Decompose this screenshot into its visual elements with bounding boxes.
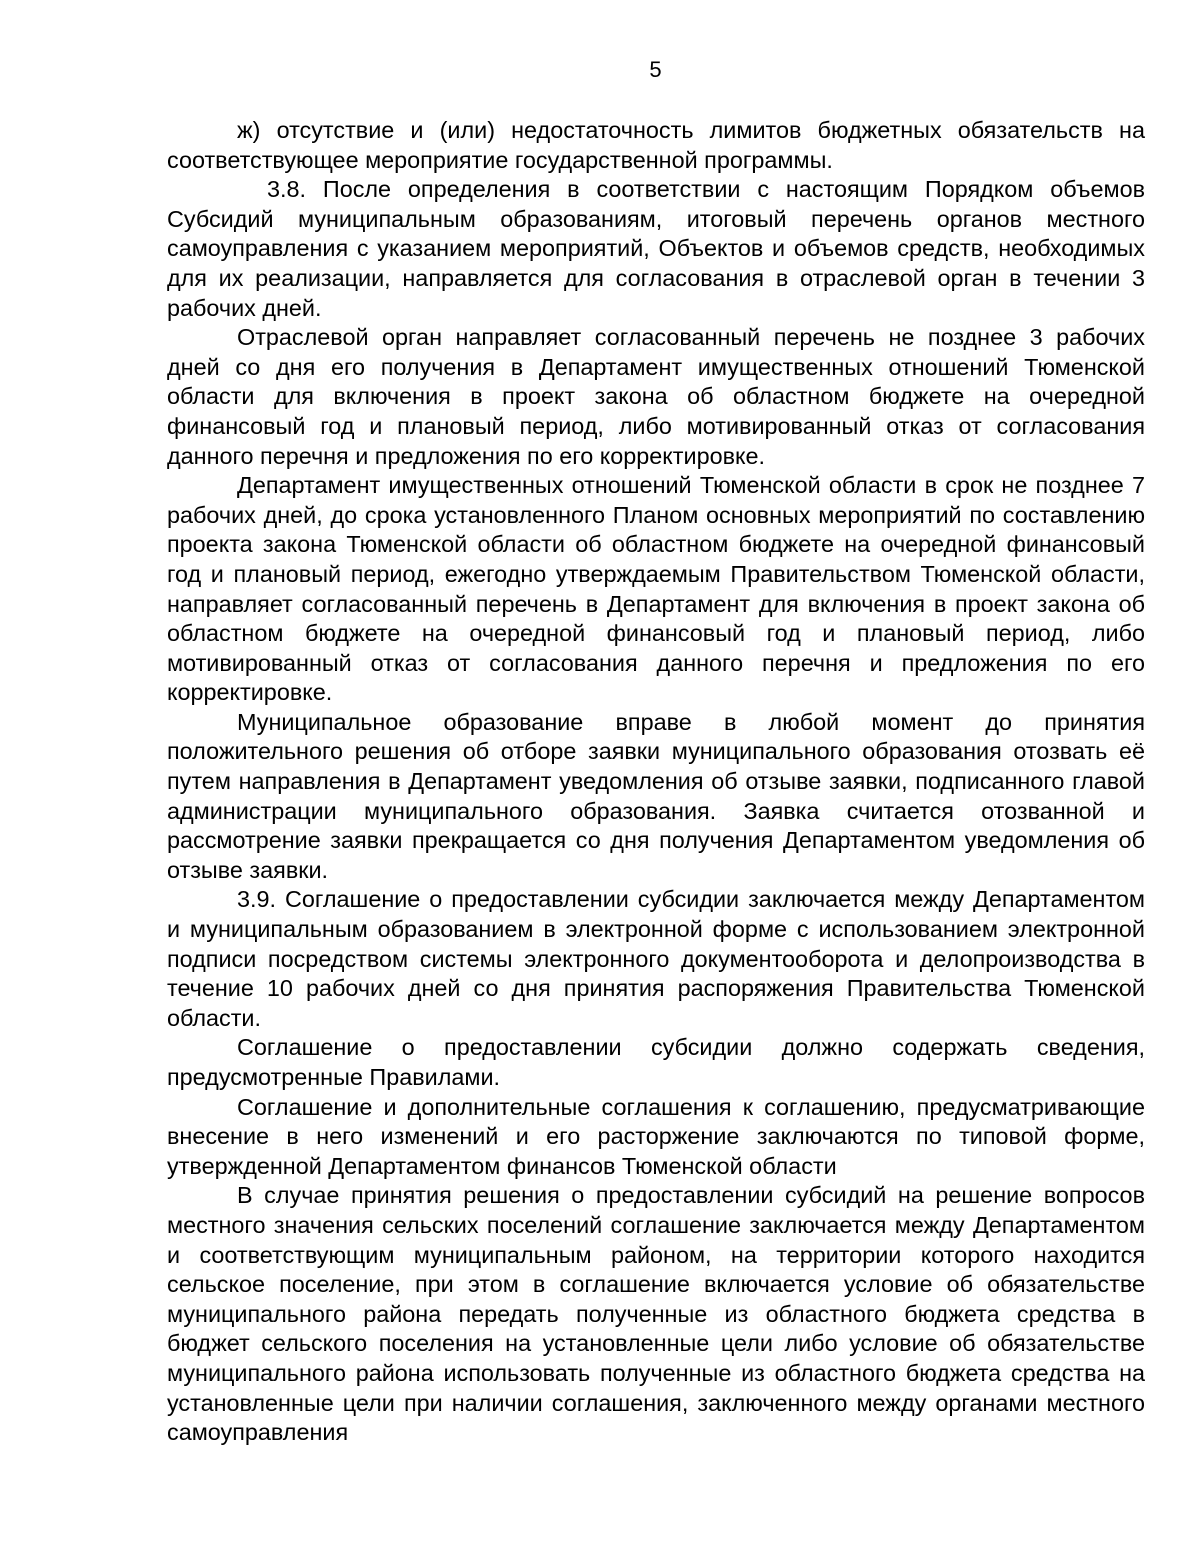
paragraph-application-withdrawal: Муниципальное образование вправе в любой момент до принятия положительного решения об отборе заявки муниципального образования отозвать её путем направления в Департамент уведомления об отзыве заявки, подписанного главой администрации муниципального образования. Заявка считается отозванной и рассмотрение заявки прекращается со дня получения Департаментом уведомления об отзыве заявки. [167,708,1145,883]
paragraph-item-zh: ж) отсутствие и (или) недостаточность лимитов бюджетных обязательств на соответствующее мероприятие государственной программы. [167,117,1145,173]
paragraph-clause-3-9: 3.9. Соглашение о предоставлении субсидии заключается между Департаментом и муниципальным образованием в электронной форме с использованием электронной подписи посредством системы электронного документооборота и делопроизводства в течение 10 рабочих дней со дня принятия распоряжения Правительства Тюменской области. [167,886,1145,1031]
paragraph-property-department: Департамент имущественных отношений Тюменской области в срок не позднее 7 рабочих дней, до срока установленного Планом основных мероприятий по составлению проекта закона Тюменской области об областном бюджете на очередной финансовый год и плановый период, ежегодно утверждаемым Правительством Тюменской области, направляет согласованный перечень в Департамент для включения в проект закона об областном бюджете на очередной финансовый год и плановый период, либо мотивированный отказ от согласования данного перечня и предложения по его корректировке. [167,472,1145,706]
paragraph-clause-3-8: 3.8. После определения в соответствии с настоящим Порядком объемов Субсидий муниципальным образованиям, итоговый перечень органов местного самоуправления с указанием мероприятий, Объектов и объемов средств, необходимых для их реализации, направляется для согласования в отраслевой орган в течении 3 рабочих дней. [167,176,1145,321]
document-body [167,116,1145,1448]
page-number: 5 [649,57,662,82]
paragraph-agreement-content: Соглашение о предоставлении субсидии должно содержать сведения, предусмотренные Правилами. [167,1034,1145,1090]
paragraph-rural-settlements: В случае принятия решения о предоставлении субсидий на решение вопросов местного значения сельских поселений соглашение заключается между Департаментом и соответствующим муниципальным районом, на территории которого находится сельское поселение, при этом в соглашение включается условие об обязательстве муниципального района передать полученные из областного бюджета средства в бюджет сельского поселения на установленные цели либо условие об обязательстве муниципального района использовать полученные из областного бюджета средства на установленные цели при наличии соглашения, заключенного между органами местного самоуправления [167,1182,1145,1446]
paragraph-additional-agreements: Соглашение и дополнительные соглашения к соглашению, предусматривающие внесение в него изменений и его расторжение заключаются по типовой форме, утвержденной Департаментом финансов Тюменской области [167,1093,1145,1179]
paragraph-sectoral-body: Отраслевой орган направляет согласованный перечень не позднее 3 рабочих дней со дня его получения в Департамент имущественных отношений Тюменской области для включения в проект закона об областном бюджете на очередной финансовый год и плановый период, либо мотивированный отказ от согласования данного перечня и предложения по его корректировке. [167,324,1145,469]
